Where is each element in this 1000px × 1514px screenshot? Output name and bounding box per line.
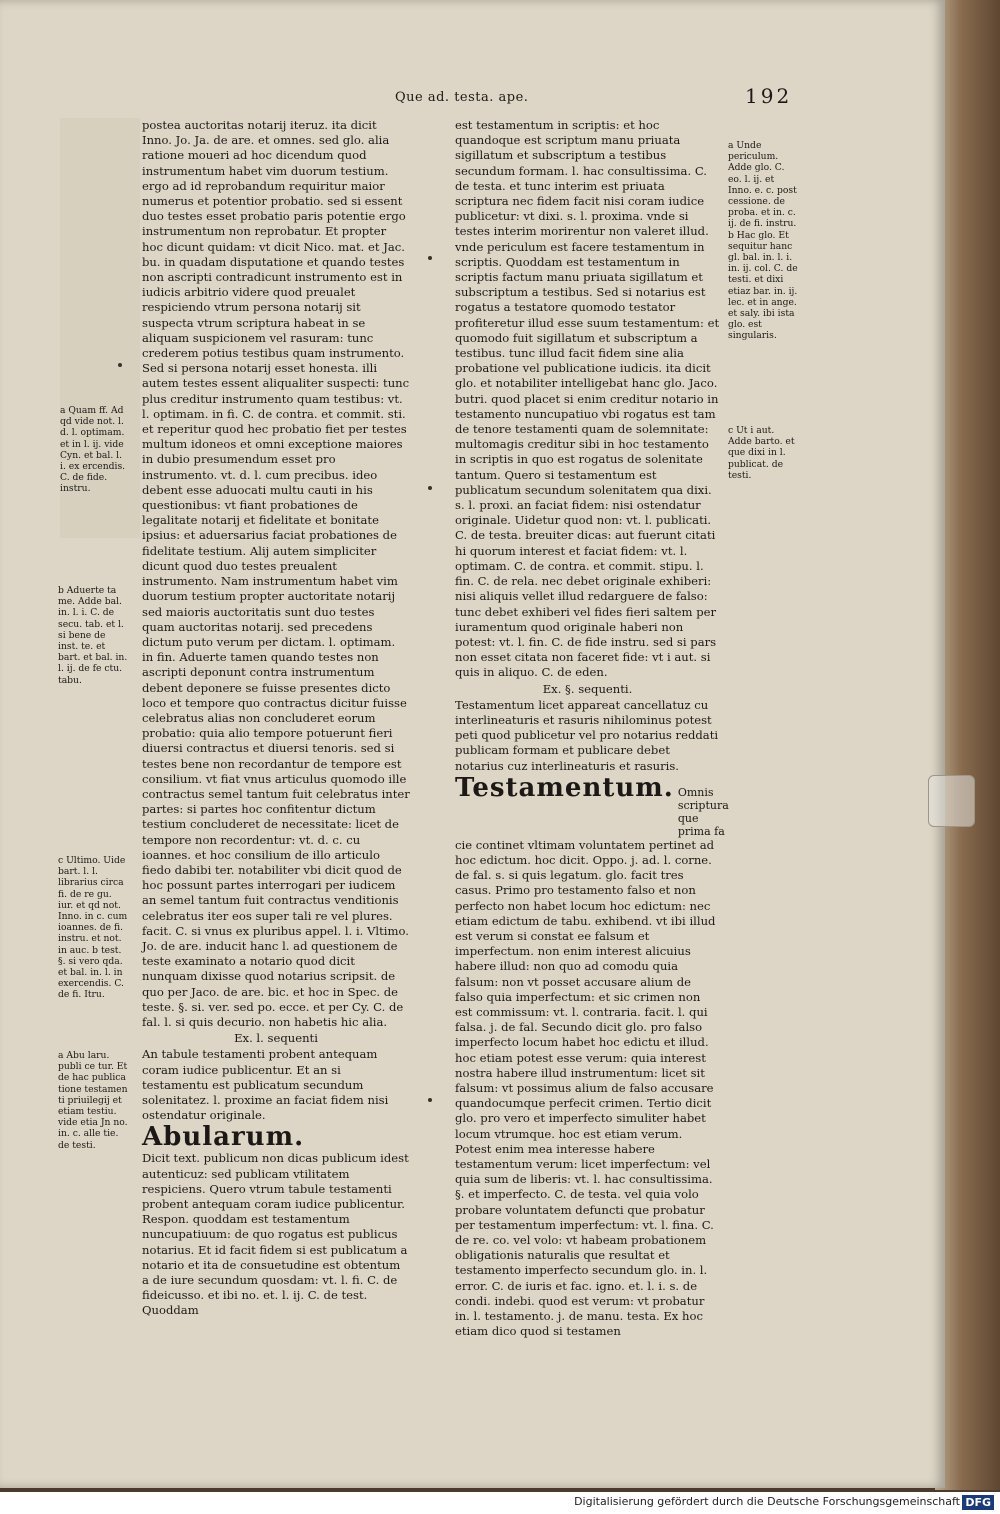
note-text: c Ut i aut. Adde barto. et que dixi in l. publicat. de testi. [728, 425, 795, 481]
bookmark-tab [928, 775, 975, 827]
right-section-mark: Ex. §. sequenti. [542, 681, 633, 696]
marginal-note-left-3 [58, 855, 128, 1001]
right-summary: Testamentum licet appareat cancellatuz cu interlineaturis et rasuris nihilominus potest peti quod publicetur vel pro notarius reddati publicam formam et publicare debet notarius cuz interlineaturis et rasuris. [455, 697, 719, 773]
left-commentary: postea auctoritas notarij iteruz. ita dicit Inno. Jo. Ja. de are. et omnes. sed glo. alia ratione moueri ad hoc dicendum quod instrumentum habet vim duorum testium. ergo ad id reprobandum requiritur maior numerus et potentior probatio. sed si essent duo testes esset probatio paris potentie ergo instrumentum non reprobatur. Et propter hoc dicunt quidam: vt dicit Nico. mat. et Jac. bu. in quadam disputatione et quando testes non ascripti contradicunt instrumento est in iudicis arbitrio videre quod preualet respiciendo vtrum persona notarij sit suspecta vtrum scriptura habeat in se aliquam suspicionem vel rasuram: tunc crederem potius testibus quam instrumento. Sed si persona notarij esset honesta. illi autem testes essent aliqualiter suspecti: tunc plus creditur instrumento quam testibus: vt. l. optimam. in fi. C. de contra. et commit. sti. et reperitur quod hec probatio fiet per testes multum idoneos et omni exceptione maiores in dubio presumendum esset pro instrumento. vt. d. l. cum precibus. ideo debent esse aduocati multu cauti in his questionibus: vt fiant probationes de legalitate notarij et fidelitate et bonitate ipsius: et aduersarius faciat probationes de fidelitate testium. Alij autem simpliciter dicunt quod duo testes preualent instrumento. Nam instrumentum habet vim duorum testium propter auctoritate notarij sed maioris auctoritatis sunt duo testes quam auctoritas notarij. sed precedens dictum puto verum per dictam. l. optimam. in fin. Aduerte tamen quando testes non ascripti deponunt contra instrumentum debent deponere se fuisse presentes dicto loco et tempore quo contractus dicitur fuisse celebratus alias non concluderet eorum probatio: quia alio tempore potuerunt fieri diuersi contractus et diuersi tenoris. sed si testes bene non recordantur de tempore est consilium. vt fiat vnus articulus quomodo ille contractus semel tantum fuit celebratus inter partes: si partes hoc confitentur dictum testium concluderet de necessitate: licet de tempore non recordentur: vt. d. c. cu ioannes. et hoc consilium de illo articulo fiedo dabibi ter. notabiliter vbi dicit quod de hoc possunt partes interrogari per iudicem an semel tantum fuit contractus venditionis celebratus iter eos super tali re vel plures. facit. C. si vnus ex pluribus appel. l. i. Vltimo. Jo. de are. inducit hanc l. ad questionem de teste examinato a notario quod dicit nunquam dixisse quod notarius scripsit. de quo per Jaco. de are. bic. et hoc in Spec. de teste. §. si. ver. sed po. ecce. et per Cy. C. de fal. l. si quis decurio. non habetis hic alia. [142, 118, 410, 1029]
left-section-mark: Ex. l. sequenti [234, 1031, 318, 1046]
dfg-logo: DFG [962, 1495, 994, 1510]
margin-dot [428, 486, 432, 490]
left-column [142, 118, 410, 1319]
running-head: Que ad. testa. ape. [395, 90, 529, 105]
right-lemma-line [455, 772, 729, 838]
footer-bar [0, 1492, 1000, 1514]
note-text: a Unde periculum. Adde glo. C. eo. l. ij. et Inno. e. c. post cessione. de proba. et in. c. ij. de fi. instru. b Hac glo. Et sequitur hanc gl. bal. in. l. i. in. ij. col. C. de testi. et dixi etiaz bar. in. ij. lec. et in ange. et saly. ibi ista glo. est singularis. [728, 140, 798, 342]
note-text: c Ultimo. Uide bart. l. l. librarius circa fi. de re gu. iur. et qd not. Inno. in c. cum ioannes. de fi. instru. et not. in auc. b test. §. si vero qda. et bal. in. l. in exercendis. C. de fi. Itru. [58, 855, 128, 1001]
margin-dot [428, 256, 432, 260]
marginal-note-left-2 [58, 585, 128, 686]
left-lemma-text: Dicit text. publicum non dicas publicum idest autenticuz: sed publicam vtilitatem respiciens. Quero vtrum tabule testamenti probent antequam coram iudice publicentur. Respon. quoddam est testamentum nuncupatiuum: de quo rogatus est publicus notarius. Et id facit fidem si est publicatum a notario et ita de consuetudine est obtentum a de iure secundum quosdam: vt. l. fi. C. de fideicusso. et ibi no. et. l. ij. C. de test. Quoddam [142, 1151, 409, 1318]
lemma-testamentum: Testamentum. [455, 772, 674, 803]
note-text: b Aduerte ta me. Adde bal. in. l. i. C. de secu. tab. et l. si bene de inst. te. et bart. et bal. in. l. ij. de fe ctu. tabu. [58, 585, 128, 686]
left-summary: An tabule testamenti probent antequam coram iudice publicentur. Et an si testamentu est publicatum secundum solenitatez. l. proxime an faciat fidem nisi ostendatur originale. [142, 1047, 389, 1123]
left-lemma-line [142, 1123, 410, 1151]
page-number: 192 [745, 84, 793, 108]
right-lemma-text: cie continet vltimam voluntatem pertinet ad hoc edictum. hoc dicit. Oppo. j. ad. l. corne. de fal. s. si quis legatum. glo. facit tres casus. Primo pro testamento falso et non perfecto non habet locum hoc edictum: nec etiam edictum de tabu. exhibend. vt ibi illud est verum si constat ee falsum et imperfectum. non enim interest alicuius habere illud: non quo ad comodu quia falsum: non vt posset accusare alium de falso quia imperfectum: et sic crimen non est commissum: vt. l. contraria. facit. l. qui falsa. j. de fal. Secundo dicit glo. pro falso imperfecto locum habet hoc edictu et illud. hoc etiam potest esse verum: quia interest nostra habere illud instrumentum: licet sit falsum: vt possimus alium de falso accusare quandocumque perfecit crimen. Tertio dicit glo. pro vero et imperfecto simuliter habet locum vtrumque. hoc est etiam verum. Potest enim mea interesse habere testamentum verum: licet imperfectum: vel quia sum de liberis: vt. l. hac consultissima. §. et imperfecto. C. de testa. vel quia volo probare voluntatem defuncti que probatur per testamentum imperfectum: vt. l. fina. C. de re. co. vel volo: vt habeam probationem obligationis naturalis que resultat et testamento imperfecto secundum glo. in. l. error. C. de iuris et fac. igno. et. l. i. s. de condi. indebi. quod est verum: vt probatur in. l. testamento. j. de manu. testa. Ex hoc etiam dico quod si testamen [455, 837, 716, 1339]
note-text: a Abu laru. publi ce tur. Et de hac publica tione testamen ti priuilegij et etiam testiu. vide etia Jn no. in. c. alle tie. de testi. [58, 1050, 128, 1151]
right-commentary: est testamentum in scriptis: et hoc quandoque est scriptum manu priuata sigillatum et subscriptum a testibus secundum formam. l. hac consultissima. C. de testa. et tunc interim est priuata scriptura nec fidem facit nisi coram iudice publicetur: vt dixi. s. l. proxima. vnde si testes interim morirentur non valeret illud. vnde periculum est facere testamentum in scriptis. Quoddam est testamentum in scriptis factum manu priuata sigillatum et subscriptum a testibus. Sed si notarius est rogatus a testatore quomodo testator profiteretur illud esse suum testamentum: et quomodo fuit sigillatum et subscriptum a testibus. tunc illud facit fidem sine alia probatione vel publicatione iudicis. ita dicit glo. et notabiliter intelligebat hanc glo. Jaco. butri. quod placet si enim creditur notario in testamento nuncupatiuo vbi rogatus est tam de tenore testamenti quam de solemnitate: multomagis creditur sibi in hoc testamento in scriptis in quo est rogatus de solenitate tantum. Quero si testamentum est publicatum secundum solenitatem qua dixi. s. l. proxi. an faciat fidem: nisi ostendatur originale. Uidetur quod non: vt. l. publicati. C. de testa. breuiter dicas: aut fuerunt citati hi quorum interest et faciat fidem: vt. l. optimam. C. de contra. et commit. stipu. l. fin. C. de rela. nec debet originale exhiberi: nisi aliquis vellet illud redarguere de falso: tunc debet exhiberi vel fides fieri saltem per iuramentum quod originale haberi non potest: vt. l. fin. C. de fide instru. sed si pars non esset citata non faceret fide: vt i aut. si quis in aliquo. C. de eden. [455, 118, 720, 680]
marginal-note-right-1 [728, 140, 798, 342]
right-column [455, 118, 729, 1339]
margin-dot [118, 363, 122, 367]
marginal-note-left-4 [58, 1050, 128, 1151]
marginal-note-left-1 [60, 405, 126, 495]
margin-dot [428, 1098, 432, 1102]
lemma-abularum: Abularum. [142, 1122, 305, 1153]
note-text: a Quam ff. Ad qd vide not. l. d. l. optimam. et in l. ij. vide Cyn. et bal. l. i. ex ercendis. C. de fide. instru. [60, 405, 126, 495]
lemma-testamentum-head: Omnis scriptura que prima fa [677, 785, 729, 838]
footer-credit: Digitalisierung gefördert durch die Deutsche Forschungsgemeinschaft [574, 1495, 960, 1508]
marginal-note-right-2 [728, 425, 798, 481]
